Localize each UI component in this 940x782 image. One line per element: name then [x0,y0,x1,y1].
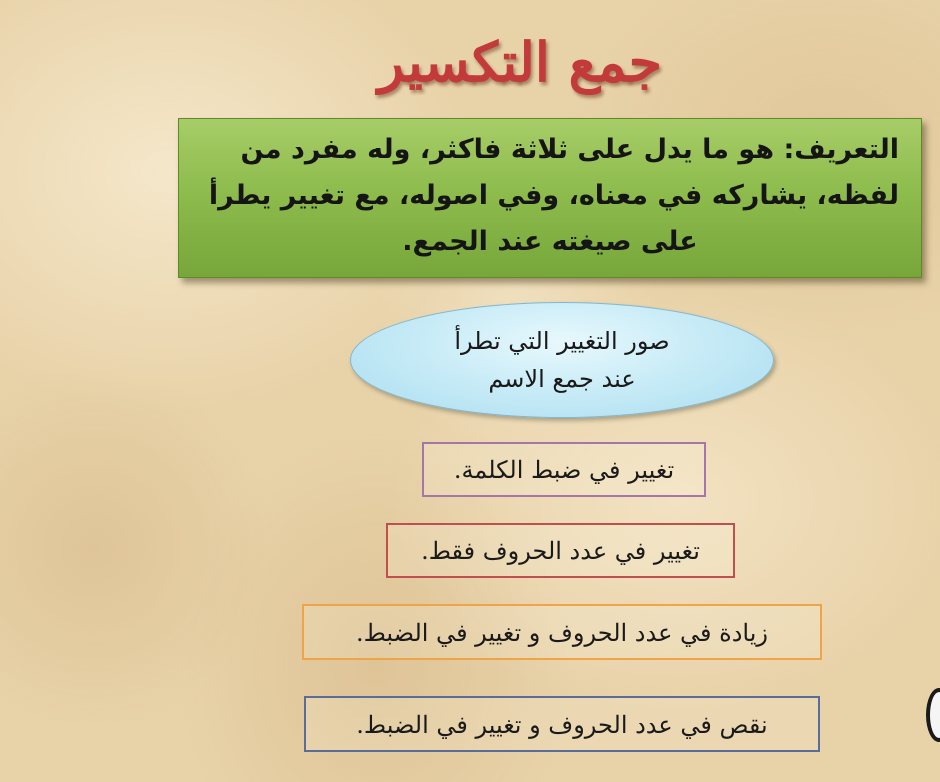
change-forms-ellipse [350,302,774,418]
definition-box [178,118,922,278]
definition-line: التعريف: هو ما يدل على ثلاثة فاكثر، وله مفرد من [240,134,899,165]
change-item-letter-count: تغيير في عدد الحروف فقط. [386,523,735,578]
definition-line: على صيغته عند الجمع. [402,226,698,257]
change-item-letter-decrease: نقص في عدد الحروف و تغيير في الضبط. [304,696,820,752]
change-item-vowel-marking: تغيير في ضبط الكلمة. [422,442,706,497]
definition-line: لفظه، يشاركه في معناه، وفي اصوله، مع تغيير يطرأ [208,180,899,211]
edge-button-icon[interactable] [926,688,940,742]
change-forms-line: صور التغيير التي تطرأ [454,327,670,355]
change-forms-line: عند جمع الاسم [488,365,636,393]
change-item-letter-increase: زيادة في عدد الحروف و تغيير في الضبط. [302,604,822,660]
slide-title: جمع التكسير [378,30,662,94]
